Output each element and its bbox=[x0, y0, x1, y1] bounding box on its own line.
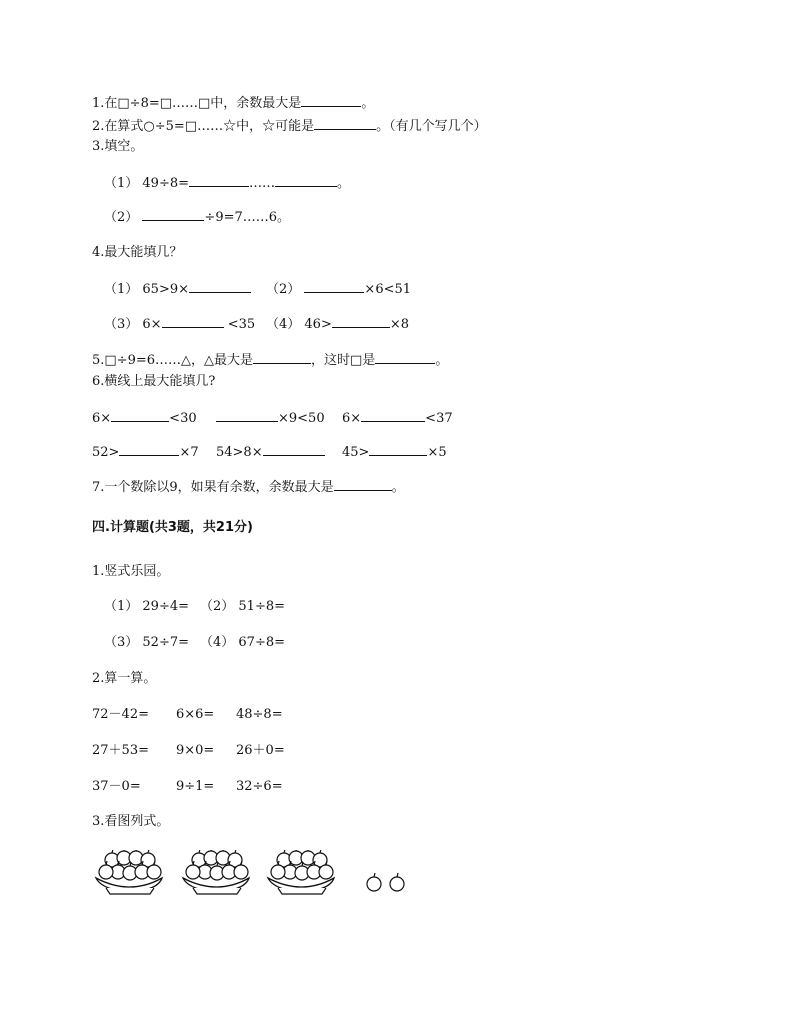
question-3-part-1 bbox=[104, 174, 350, 193]
answer-blank[interactable] bbox=[375, 351, 435, 364]
question-4-part-1 bbox=[104, 280, 251, 299]
calc-2-title: 2.算一算。 bbox=[92, 671, 157, 686]
ellipsis: …… bbox=[249, 176, 276, 191]
question-4-part-3 bbox=[104, 315, 255, 334]
loose-apples bbox=[367, 873, 404, 891]
question-4-part-4 bbox=[266, 315, 409, 334]
fruit-illustration bbox=[0, 850, 794, 910]
calc-2-item: 72－42= bbox=[92, 707, 149, 722]
expression-text: 45> bbox=[342, 445, 370, 460]
answer-blank[interactable] bbox=[361, 409, 425, 422]
answer-blank[interactable] bbox=[301, 94, 361, 107]
calc-2-item: 6×6= bbox=[176, 707, 215, 722]
expression-text: <37 bbox=[425, 411, 453, 426]
answer-blank[interactable] bbox=[216, 409, 278, 422]
question-6-r2c1 bbox=[92, 443, 199, 462]
expression-text: ×7 bbox=[179, 445, 199, 460]
expression-text: 6× bbox=[342, 411, 362, 426]
question-4-title: 4.最大能填几？ bbox=[92, 245, 183, 260]
expression-text: 54>8× bbox=[216, 445, 263, 460]
answer-blank[interactable] bbox=[189, 174, 249, 187]
expression-text: <30 bbox=[169, 411, 197, 426]
question-4-part-2 bbox=[266, 280, 411, 299]
question-6-r2c3 bbox=[342, 443, 447, 462]
calc-2-item: 37－0= bbox=[92, 779, 141, 794]
answer-blank[interactable] bbox=[304, 280, 364, 293]
question-6-r1c2 bbox=[216, 409, 325, 428]
question-2 bbox=[92, 117, 487, 136]
question-3-part-1-text: （1） 49÷8= bbox=[104, 176, 190, 191]
question-4-part-2-text: ×6<51 bbox=[364, 282, 412, 297]
calc-1-title: 1.竖式乐园。 bbox=[92, 564, 170, 579]
expression-text: ×5 bbox=[427, 445, 447, 460]
part-label: （2） bbox=[266, 282, 301, 297]
calc-3-title: 3.看图列式。 bbox=[92, 814, 170, 829]
question-2-end: 。（有几个写几个） bbox=[376, 119, 487, 134]
period: 。 bbox=[391, 480, 405, 495]
question-1-text: 1.在□÷8=□……□中，余数最大是 bbox=[92, 96, 302, 111]
calc-2-item: 32÷6= bbox=[236, 779, 283, 794]
question-1 bbox=[92, 94, 374, 113]
answer-blank[interactable] bbox=[332, 315, 390, 328]
answer-blank[interactable] bbox=[253, 351, 311, 364]
expression-text: ×9<50 bbox=[278, 411, 325, 426]
period: 。 bbox=[337, 176, 351, 191]
question-6-r1c1 bbox=[92, 409, 197, 428]
calc-1-part-4: （4） 67÷8= bbox=[200, 635, 286, 650]
answer-blank[interactable] bbox=[334, 478, 392, 491]
question-5-mid: ，这时□是 bbox=[311, 353, 376, 368]
answer-blank[interactable] bbox=[263, 443, 325, 456]
answer-blank[interactable] bbox=[314, 117, 376, 130]
part-label: （2） bbox=[104, 210, 139, 225]
question-4-part-4-end: ×8 bbox=[389, 317, 410, 332]
answer-blank[interactable] bbox=[189, 280, 251, 293]
calc-2-item: 26＋0= bbox=[236, 743, 285, 758]
question-3-title: 3.填空。 bbox=[92, 139, 144, 154]
calc-2-item: 48÷8= bbox=[236, 707, 283, 722]
calc-1-part-2: （2） 51÷8= bbox=[200, 599, 286, 614]
expression-text: 6× bbox=[92, 411, 112, 426]
answer-blank[interactable] bbox=[275, 174, 337, 187]
question-6-r2c2 bbox=[216, 443, 325, 462]
question-5-text: 5.□÷9=6……△，△最大是 bbox=[92, 353, 254, 368]
question-2-text: 2.在算式○÷5=□……☆中，☆可能是 bbox=[92, 119, 315, 134]
question-7-text: 7.一个数除以9，如果有余数，余数最大是 bbox=[92, 480, 334, 495]
answer-blank[interactable] bbox=[119, 443, 179, 456]
calc-2-item: 9÷1= bbox=[176, 779, 215, 794]
answer-blank[interactable] bbox=[162, 315, 224, 328]
calc-1-part-3: （3） 52÷7= bbox=[104, 635, 190, 650]
question-6-title: 6.横线上最大能填几? bbox=[92, 374, 216, 389]
answer-blank[interactable] bbox=[111, 409, 169, 422]
question-1-end: 。 bbox=[361, 96, 375, 111]
question-3-part-2 bbox=[104, 208, 290, 227]
calc-2-item: 9×0= bbox=[176, 743, 215, 758]
answer-blank[interactable] bbox=[142, 208, 204, 221]
section-4-heading: 四.计算题(共3题，共21分) bbox=[92, 520, 253, 535]
question-4-part-1-text: （1） 65>9× bbox=[104, 282, 190, 297]
expression-text: 52> bbox=[92, 445, 120, 460]
question-4-part-3-text: （3） 6× bbox=[104, 317, 162, 332]
question-3-part-2-text: ÷9=7……6。 bbox=[204, 210, 291, 225]
question-4-part-4-text: （4） 46> bbox=[266, 317, 332, 332]
fruit-basket-3 bbox=[268, 850, 334, 894]
question-4-part-3-end: <35 bbox=[227, 317, 256, 332]
question-5 bbox=[92, 351, 448, 370]
question-7 bbox=[92, 478, 405, 497]
period: 。 bbox=[435, 353, 449, 368]
question-6-r1c3 bbox=[342, 409, 453, 428]
answer-blank[interactable] bbox=[369, 443, 427, 456]
calc-1-part-1: （1） 29÷4= bbox=[104, 599, 190, 614]
calc-2-item: 27＋53= bbox=[92, 743, 149, 758]
fruit-basket-1 bbox=[96, 850, 162, 894]
fruit-basket-2 bbox=[183, 850, 249, 894]
